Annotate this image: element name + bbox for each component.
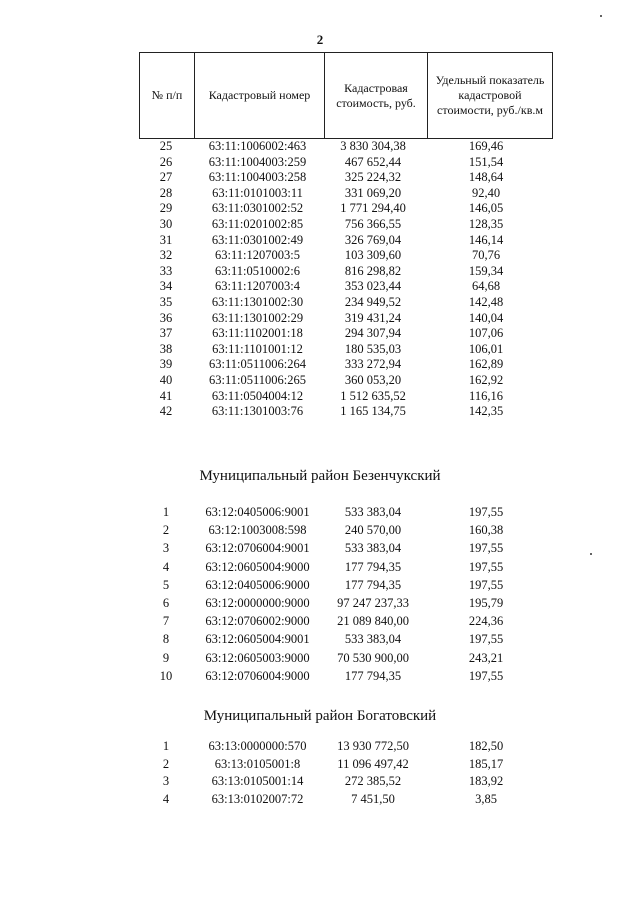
cell-specific-value: 92,40 [471, 185, 501, 200]
cell-cadastral-cost: 177 794,35 [344, 577, 402, 592]
cell-specific-value: 146,05 [468, 201, 504, 216]
cell-cadastral-number: 63:12:0405006:9001 [205, 505, 310, 519]
table-row [139, 233, 548, 249]
cell-cadastral-number: 63:11:0101003:11 [212, 185, 303, 200]
cell-number: 32 [159, 248, 173, 263]
cell-cadastral-cost: 467 652,44 [344, 154, 402, 169]
cell-cadastral-number: 63:11:1207003:5 [215, 248, 300, 263]
cell-cadastral-number: 63:13:0102007:72 [211, 791, 304, 806]
cell-cadastral-number: 63:12:0706004:9000 [205, 668, 310, 683]
cell-cadastral-cost: 97 247 237,33 [337, 595, 409, 610]
table-row [139, 155, 548, 171]
cell-number: 37 [159, 326, 173, 341]
cell-cadastral-cost: 816 298,82 [344, 263, 402, 278]
cell-cadastral-number: 63:11:1301002:29 [211, 310, 304, 325]
cell-number: 26 [159, 154, 173, 169]
cell-cadastral-number: 63:12:0706004:9001 [205, 541, 310, 556]
table-row [139, 342, 548, 358]
cell-cadastral-cost: 353 023,44 [344, 279, 402, 294]
cell-cadastral-cost: 326 769,04 [344, 232, 402, 247]
cell-number: 3 [162, 774, 170, 788]
cell-number: 34 [159, 279, 173, 294]
cell-cadastral-number: 63:11:0504004:12 [211, 388, 304, 403]
cell-cadastral-cost: 13 930 772,50 [337, 739, 409, 753]
cell-specific-value: 160,38 [468, 523, 504, 538]
section-title-bogatovsky: Муниципальный район Богатовский [203, 708, 437, 724]
cell-number: 25 [159, 139, 173, 153]
cell-specific-value: 70,76 [471, 248, 501, 263]
table-row [139, 503, 548, 521]
table-row [139, 357, 548, 373]
cell-number: 3 [162, 541, 170, 556]
scan-speck [590, 553, 592, 555]
cell-cadastral-number: 63:12:0405006:9000 [205, 577, 310, 592]
cell-cadastral-cost: 1 771 294,40 [340, 201, 406, 216]
table-body-2 [139, 503, 548, 685]
cell-specific-value: 159,34 [468, 263, 504, 278]
cell-number: 31 [159, 232, 173, 247]
cell-specific-value: 169,46 [468, 139, 504, 153]
cell-number: 29 [159, 201, 173, 216]
cell-specific-value: 142,35 [468, 404, 504, 419]
cell-cadastral-cost: 333 272,94 [344, 357, 402, 372]
cell-specific-value: 3,85 [475, 791, 497, 806]
cell-specific-value: 146,14 [468, 232, 504, 247]
cell-number: 30 [159, 216, 173, 231]
cell-specific-value: 243,21 [468, 650, 504, 665]
cell-number: 35 [159, 294, 173, 309]
section-title-bezenchuksky: Муниципальный район Безенчукский [199, 468, 441, 484]
cell-cadastral-cost: 533 383,04 [344, 505, 402, 519]
cell-specific-value: 162,92 [468, 372, 504, 387]
cell-cadastral-cost: 240 570,00 [344, 523, 402, 538]
cell-cadastral-cost: 11 096 497,42 [337, 756, 409, 771]
cell-number: 10 [159, 668, 173, 683]
table-row [139, 756, 548, 774]
cell-specific-value: 107,06 [468, 326, 504, 341]
table-row [139, 791, 548, 809]
cell-cadastral-cost: 7 451,50 [351, 791, 395, 806]
cell-cadastral-cost: 1 165 134,75 [340, 404, 406, 419]
cell-cadastral-cost: 319 431,24 [344, 310, 402, 325]
cell-number: 4 [162, 559, 170, 574]
table-row [139, 738, 548, 756]
cell-number: 2 [162, 523, 170, 538]
cell-number: 39 [159, 357, 173, 372]
table-row [139, 404, 548, 420]
cell-cadastral-number: 63:11:1207003:4 [215, 279, 300, 294]
cell-cadastral-cost: 272 385,52 [344, 774, 402, 788]
scan-speck [600, 15, 602, 17]
cell-cadastral-number: 63:11:0511006:265 [209, 372, 306, 387]
table-row [139, 139, 548, 155]
cell-number: 4 [162, 791, 170, 806]
table-row [139, 576, 548, 594]
cell-specific-value: 197,55 [468, 541, 504, 556]
cell-number: 42 [159, 404, 173, 419]
table-row [139, 373, 548, 389]
cell-cadastral-cost: 360 053,20 [344, 372, 402, 387]
cell-cadastral-number: 63:12:0605004:9000 [205, 559, 310, 574]
table-row [139, 594, 548, 612]
cell-specific-value: 128,35 [468, 216, 504, 231]
header-cadastral-cost: Кадастровая стоимость, руб. [325, 53, 428, 139]
cell-number: 1 [162, 739, 170, 753]
table-row [139, 201, 548, 217]
cell-specific-value: 195,79 [468, 595, 504, 610]
cell-cadastral-number: 63:11:1301003:76 [211, 404, 304, 419]
cell-cadastral-number: 63:11:0301002:49 [211, 232, 304, 247]
table-body-3 [139, 738, 548, 808]
cell-cadastral-cost: 1 512 635,52 [340, 388, 406, 403]
table-row [139, 217, 548, 233]
cell-number: 5 [162, 577, 170, 592]
cell-specific-value: 162,89 [468, 357, 504, 372]
table-body-1 [139, 139, 548, 420]
cell-cadastral-number: 63:11:0510002:6 [215, 263, 300, 278]
cell-cadastral-cost: 294 307,94 [344, 326, 402, 341]
cell-cadastral-cost: 234 949,52 [344, 294, 402, 309]
header-num: № п/п [140, 53, 195, 139]
table-row [139, 186, 548, 202]
cell-cadastral-number: 63:12:1003008:598 [208, 523, 307, 538]
cell-cadastral-number: 63:11:1004003:258 [208, 170, 307, 185]
cell-cadastral-number: 63:11:1101001:12 [212, 341, 303, 356]
table-row [139, 558, 548, 576]
table-header [139, 52, 553, 139]
cell-number: 8 [162, 632, 170, 647]
cell-number: 40 [159, 372, 173, 387]
cell-specific-value: 142,48 [468, 294, 504, 309]
table-row [139, 170, 548, 186]
cell-specific-value: 197,55 [468, 559, 504, 574]
cell-cadastral-cost: 70 530 900,00 [337, 650, 409, 665]
cell-specific-value: 197,55 [468, 577, 504, 592]
cell-number: 1 [162, 505, 170, 519]
cell-number: 7 [162, 614, 170, 629]
cell-number: 2 [162, 756, 170, 771]
cell-cadastral-cost: 21 089 840,00 [337, 614, 409, 629]
cell-cadastral-number: 63:12:0706002:9000 [205, 614, 310, 629]
cell-cadastral-number: 63:11:0301002:52 [211, 201, 304, 216]
table-row [139, 649, 548, 667]
cell-specific-value: 185,17 [468, 756, 504, 771]
table-row [139, 521, 548, 539]
table-row [139, 248, 548, 264]
cell-cadastral-cost: 325 224,32 [344, 170, 402, 185]
cell-cadastral-cost: 331 069,20 [344, 185, 402, 200]
cell-cadastral-number: 63:12:0605003:9000 [205, 650, 310, 665]
table-row [139, 264, 548, 280]
cell-specific-value: 197,55 [468, 505, 504, 519]
table-row [139, 612, 548, 630]
table-row [139, 326, 548, 342]
cell-specific-value: 64,68 [471, 279, 501, 294]
cell-specific-value: 151,54 [468, 154, 504, 169]
cell-cadastral-number: 63:13:0105001:8 [214, 756, 301, 771]
cell-number: 38 [159, 341, 173, 356]
cell-cadastral-number: 63:13:0105001:14 [211, 774, 304, 788]
cell-specific-value: 148,64 [468, 170, 504, 185]
cell-cadastral-number: 63:12:0000000:9000 [205, 595, 310, 610]
table-row [139, 389, 548, 405]
cell-specific-value: 106,01 [468, 341, 504, 356]
cell-specific-value: 197,55 [468, 668, 504, 683]
cell-number: 6 [162, 595, 170, 610]
cell-specific-value: 182,50 [468, 739, 504, 753]
cell-cadastral-cost: 177 794,35 [344, 559, 402, 574]
cell-number: 9 [162, 650, 170, 665]
cell-cadastral-number: 63:11:0511006:264 [209, 357, 306, 372]
table-row [139, 311, 548, 327]
cell-specific-value: 197,55 [468, 632, 504, 647]
cell-cadastral-number: 63:11:1301002:30 [211, 294, 304, 309]
cell-specific-value: 183,92 [468, 774, 504, 788]
cell-specific-value: 116,16 [469, 388, 503, 403]
table-row [139, 295, 548, 311]
page-number: 2 [316, 32, 324, 47]
table-row [139, 539, 548, 557]
table-row [139, 279, 548, 295]
cell-number: 27 [159, 170, 173, 185]
table-row [139, 773, 548, 791]
cell-number: 36 [159, 310, 173, 325]
cell-cadastral-number: 63:11:1004003:259 [208, 154, 307, 169]
cell-specific-value: 224,36 [468, 614, 504, 629]
cell-cadastral-number: 63:11:0201002:85 [211, 216, 304, 231]
header-specific-value: Удельный показатель кадастровой стоимости, руб./кв.м [428, 53, 553, 139]
cell-number: 41 [159, 388, 173, 403]
cell-cadastral-cost: 533 383,04 [344, 541, 402, 556]
cell-cadastral-cost: 3 830 304,38 [340, 139, 406, 153]
cell-number: 33 [159, 263, 173, 278]
cell-specific-value: 140,04 [468, 310, 504, 325]
cell-cadastral-cost: 180 535,03 [344, 341, 402, 356]
cell-cadastral-cost: 177 794,35 [344, 668, 402, 683]
cell-cadastral-number: 63:13:0000000:570 [208, 739, 307, 753]
table-row [139, 630, 548, 648]
table-row [139, 667, 548, 685]
cell-cadastral-number: 63:12:0605004:9001 [205, 632, 310, 647]
cell-cadastral-cost: 103 309,60 [344, 248, 402, 263]
cell-cadastral-cost: 533 383,04 [344, 632, 402, 647]
cell-number: 28 [159, 185, 173, 200]
cell-cadastral-number: 63:11:1102001:18 [212, 326, 303, 341]
header-cadastral-number: Кадастровый номер [195, 53, 325, 139]
cell-cadastral-cost: 756 366,55 [344, 216, 402, 231]
cell-cadastral-number: 63:11:1006002:463 [208, 139, 307, 153]
